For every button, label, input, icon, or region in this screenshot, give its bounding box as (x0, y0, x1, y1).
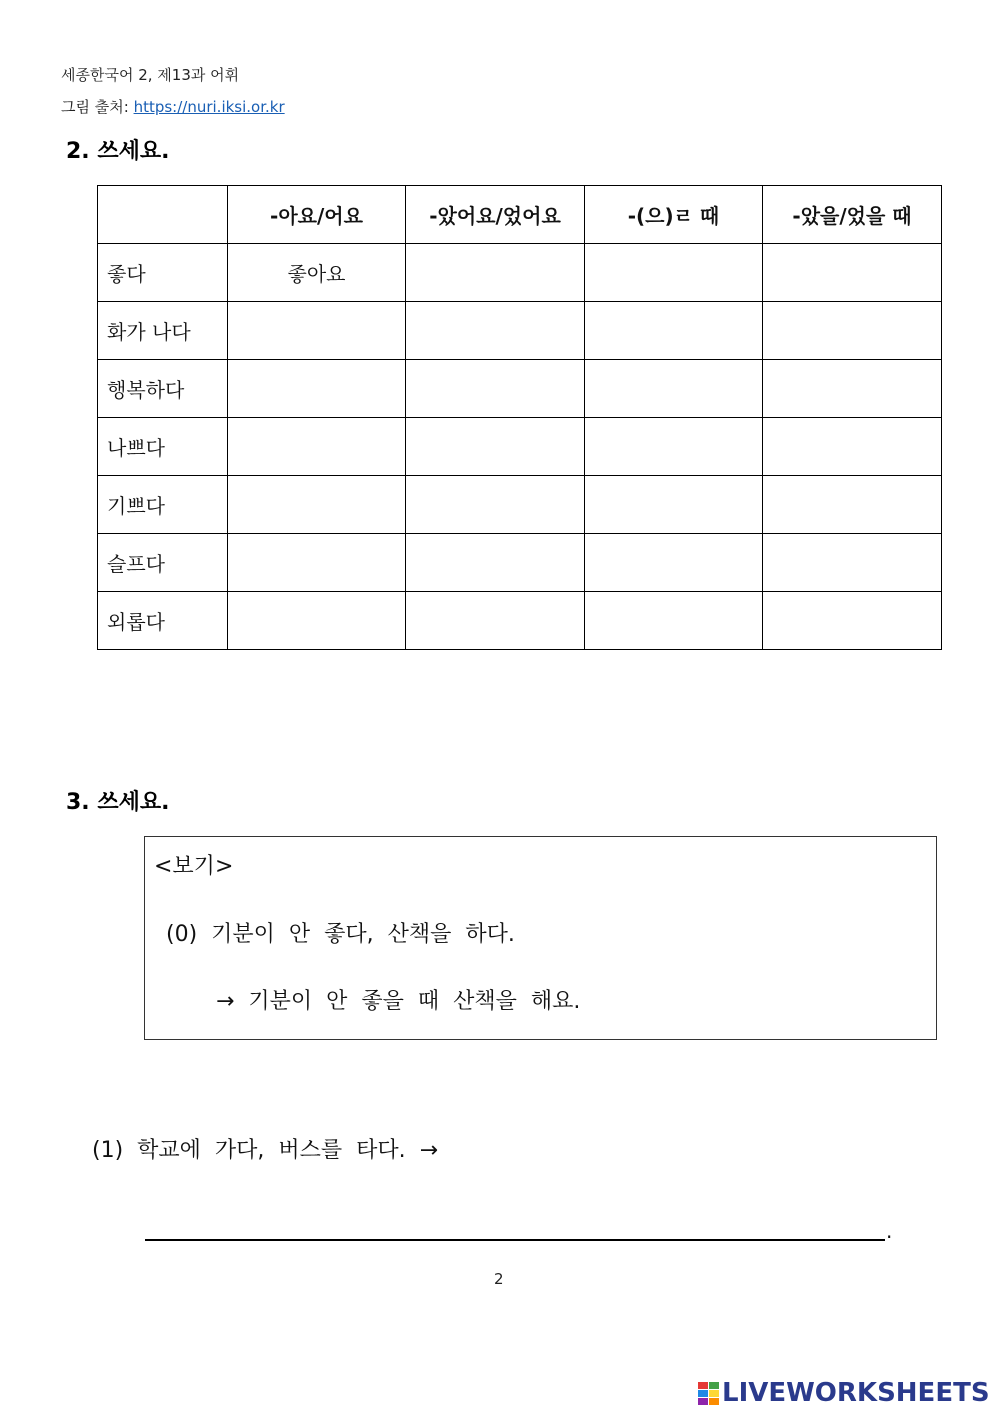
header-cell: -아요/어요 (228, 186, 406, 244)
table-row (98, 476, 942, 534)
answer-cell[interactable] (585, 244, 763, 302)
logo-block (709, 1398, 719, 1405)
logo-block (698, 1390, 708, 1397)
answer-cell[interactable] (763, 592, 942, 650)
word-cell: 나쁘다 (98, 418, 228, 476)
answer-cell[interactable] (585, 418, 763, 476)
table-row (98, 302, 942, 360)
image-source-label: 그림 출처: (61, 98, 134, 116)
example-box (144, 836, 937, 1040)
table-row (98, 360, 942, 418)
answer-cell[interactable] (406, 534, 585, 592)
section-3-title: 3. 쓰세요. (66, 790, 170, 815)
answer-cell[interactable] (763, 534, 942, 592)
header-cell: -았을/었을 때 (763, 186, 942, 244)
table-row (98, 244, 942, 302)
answer-cell[interactable]: 좋아요 (228, 244, 406, 302)
example-label: <보기> (154, 854, 234, 879)
logo-block (709, 1382, 719, 1389)
answer-cell[interactable] (228, 418, 406, 476)
answer-cell[interactable] (406, 302, 585, 360)
answer-cell[interactable] (763, 476, 942, 534)
answer-cell[interactable] (763, 418, 942, 476)
word-cell: 좋다 (98, 244, 228, 302)
page-number: 2 (494, 1270, 504, 1288)
image-source-link[interactable]: https://nuri.iksi.or.kr (133, 98, 285, 116)
answer-cell[interactable] (228, 476, 406, 534)
answer-cell[interactable] (406, 592, 585, 650)
answer-cell[interactable] (585, 592, 763, 650)
header-cell (98, 186, 228, 244)
answer-cell[interactable] (406, 418, 585, 476)
answer-line-period: . (886, 1219, 893, 1243)
section-2-title: 2. 쓰세요. (66, 139, 170, 164)
course-heading: 세종한국어 2, 제13과 어휘 (61, 66, 240, 84)
watermark-text: LIVEWORKSHEETS (722, 1378, 990, 1408)
answer-cell[interactable] (406, 476, 585, 534)
answer-line-1[interactable] (145, 1239, 885, 1241)
answer-cell[interactable] (763, 244, 942, 302)
logo-block (709, 1390, 719, 1397)
answer-cell[interactable] (406, 244, 585, 302)
word-cell: 슬프다 (98, 534, 228, 592)
answer-cell[interactable] (228, 534, 406, 592)
answer-cell[interactable] (228, 592, 406, 650)
answer-cell[interactable] (406, 360, 585, 418)
example-answer: → 기분이 안 좋을 때 산책을 해요. (216, 989, 581, 1014)
word-cell: 화가 나다 (98, 302, 228, 360)
header-cell: -았어요/었어요 (406, 186, 585, 244)
word-cell: 행복하다 (98, 360, 228, 418)
answer-cell[interactable] (228, 360, 406, 418)
answer-cell[interactable] (585, 534, 763, 592)
answer-cell[interactable] (763, 302, 942, 360)
liveworksheets-logo-icon (698, 1382, 719, 1405)
conjugation-table (97, 185, 942, 650)
word-cell: 기쁘다 (98, 476, 228, 534)
answer-cell[interactable] (585, 302, 763, 360)
answer-cell[interactable] (228, 302, 406, 360)
table-row (98, 534, 942, 592)
answer-cell[interactable] (585, 360, 763, 418)
example-prompt: (0) 기분이 안 좋다, 산책을 하다. (166, 922, 515, 947)
table-row (98, 418, 942, 476)
question-1: (1) 학교에 가다, 버스를 타다. → (92, 1138, 439, 1163)
table-row (98, 592, 942, 650)
table-header-row (98, 186, 942, 244)
logo-block (698, 1382, 708, 1389)
word-cell: 외롭다 (98, 592, 228, 650)
liveworksheets-watermark (698, 1378, 990, 1408)
logo-block (698, 1398, 708, 1405)
image-source (61, 96, 285, 117)
answer-cell[interactable] (763, 360, 942, 418)
header-cell: -(으)ㄹ 때 (585, 186, 763, 244)
answer-cell[interactable] (585, 476, 763, 534)
